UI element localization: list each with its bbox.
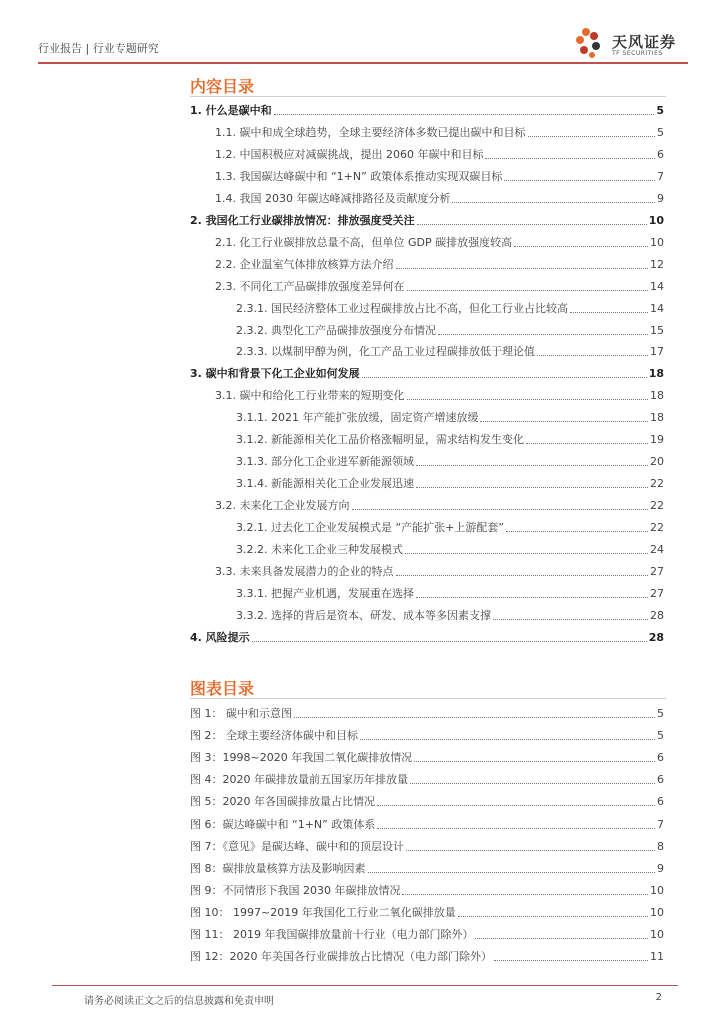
toc-entry[interactable] <box>236 407 664 425</box>
entry-text: 图 1： 碳中和示意图 <box>190 707 292 720</box>
entry-text: 3. 碳中和背景下化工企业如何发展 <box>190 367 360 381</box>
entry-page-number: 9 <box>657 861 664 875</box>
entry-text: 3.3.1. 把握产业机遇，发展重在选择 <box>236 586 414 600</box>
dot-leader <box>402 894 648 895</box>
dot-leader <box>506 531 648 532</box>
figure-entry[interactable] <box>190 703 664 721</box>
logo-english-name: TF SECURITIES <box>612 50 663 57</box>
toc-entry[interactable] <box>215 188 664 206</box>
entry-page-number: 5 <box>656 104 664 117</box>
entry-text: 3.3. 未来具备发展潜力的企业的特点 <box>215 564 394 578</box>
entry-page-number: 10 <box>648 213 664 227</box>
entry-text: 图 8：碳排放量核算方法及影响因素 <box>190 861 366 875</box>
entry-page-number: 18 <box>650 389 664 403</box>
entry-page-number: 22 <box>650 521 664 535</box>
toc-entry[interactable] <box>190 627 664 645</box>
toc-entry[interactable] <box>236 298 664 316</box>
entry-page-number: 8 <box>657 839 664 853</box>
figure-entry[interactable] <box>190 769 664 787</box>
toc-entry[interactable] <box>215 561 664 579</box>
entry-text: 3.1.1. 2021 年产能扩张放缓，固定资产增速放缓 <box>236 411 479 425</box>
figure-entry[interactable] <box>190 836 664 854</box>
entry-text: 图 7：《意见》是碳达峰、碳中和的顶层设计 <box>190 839 404 853</box>
header-divider <box>38 62 688 64</box>
dot-leader <box>414 761 655 762</box>
dot-leader <box>438 334 648 335</box>
dot-leader <box>458 916 648 917</box>
entry-text: 图 6：碳达峰碳中和 “1+N” 政策体系 <box>190 817 376 831</box>
figure-entry[interactable] <box>190 924 664 942</box>
entry-text: 1.2. 中国积极应对减碳挑战，提出 2060 年碳中和目标 <box>215 147 484 161</box>
figure-entry[interactable] <box>190 791 664 809</box>
dot-leader <box>493 619 648 620</box>
entry-page-number: 27 <box>650 586 664 600</box>
entry-text: 1.1. 碳中和成全球趋势，全球主要经济体多数已提出碳中和目标 <box>215 125 526 139</box>
dot-leader <box>485 158 655 159</box>
disclaimer-text: 请务必阅读正文之后的信息披露和免责申明 <box>84 996 274 1007</box>
figure-entry[interactable] <box>190 946 664 964</box>
toc-entry[interactable] <box>215 276 664 294</box>
dot-leader <box>514 246 648 247</box>
entry-text: 图 4：2020 年碳排放量前五国家历年排放量 <box>190 773 408 787</box>
dot-leader <box>475 938 648 939</box>
toc-entry[interactable] <box>215 122 664 140</box>
toc-title: 内容目录 <box>190 77 255 96</box>
toc-entry[interactable] <box>236 429 664 447</box>
entry-page-number: 7 <box>657 817 664 831</box>
dot-leader <box>410 783 655 784</box>
dot-leader <box>252 641 647 642</box>
toc-entry[interactable] <box>215 166 664 184</box>
toc-entry[interactable] <box>236 320 664 338</box>
toc-entry[interactable] <box>236 341 664 359</box>
entry-page-number: 5 <box>657 707 664 720</box>
dot-leader <box>294 717 655 718</box>
entry-page-number: 28 <box>650 608 664 622</box>
dot-leader <box>528 136 656 137</box>
entry-page-number: 14 <box>650 279 664 293</box>
entry-text: 1.4. 我国 2030 年碳达峰减排路径及贡献度分析 <box>215 191 451 205</box>
entry-page-number: 6 <box>657 795 664 809</box>
dot-leader <box>416 487 648 488</box>
dot-leader <box>377 828 655 829</box>
dot-leader <box>406 850 655 851</box>
dot-leader <box>416 597 648 598</box>
toc-entry[interactable] <box>236 451 664 469</box>
toc-entry[interactable] <box>236 473 664 491</box>
entry-page-number: 27 <box>650 564 664 578</box>
dot-leader <box>368 872 656 873</box>
entry-page-number: 10 <box>650 883 664 897</box>
entry-page-number: 17 <box>650 345 664 359</box>
dot-leader <box>416 465 648 466</box>
dot-leader <box>537 355 648 356</box>
figures-title-rule <box>190 698 666 699</box>
dot-leader <box>407 399 649 400</box>
entry-text: 图 2： 全球主要经济体碳中和目标 <box>190 729 358 743</box>
dot-leader <box>360 739 655 740</box>
dot-leader <box>417 224 647 225</box>
entry-text: 2.3.1. 国民经济整体工业过程碳排放占比不高，但化工行业占比较高 <box>236 301 568 315</box>
entry-text: 3.2.2. 未来化工企业三种发展模式 <box>236 543 403 556</box>
entry-page-number: 5 <box>657 125 664 139</box>
entry-page-number: 19 <box>650 433 664 447</box>
toc-entry[interactable] <box>190 363 664 381</box>
figure-entry[interactable] <box>190 747 664 765</box>
dot-leader <box>274 114 655 115</box>
entry-page-number: 6 <box>657 751 664 765</box>
entry-text: 3.2. 未来化工企业发展方向 <box>215 499 350 513</box>
entry-text: 图 5：2020 年各国碳排放量占比情况 <box>190 795 375 809</box>
dot-leader <box>396 575 649 576</box>
entry-page-number: 22 <box>650 499 664 513</box>
toc-entry[interactable] <box>190 210 664 228</box>
entry-text: 图 9：不同情形下我国 2030 年碳排放情况 <box>190 883 401 897</box>
dot-leader <box>452 202 655 203</box>
dot-leader <box>494 960 648 961</box>
entry-text: 3.1.3. 部分化工企业进军新能源领域 <box>236 455 414 469</box>
entry-page-number: 18 <box>650 411 664 425</box>
entry-page-number: 12 <box>650 257 664 271</box>
entry-page-number: 28 <box>648 630 664 644</box>
entry-page-number: 6 <box>657 147 664 161</box>
entry-page-number: 24 <box>650 543 664 556</box>
entry-text: 2.3.3. 以煤制甲醇为例，化工产品工业过程碳排放低于理论值 <box>236 345 535 359</box>
report-type-label: 行业报告 | 行业专题研究 <box>38 42 159 55</box>
entry-text: 3.1.2. 新能源相关化工品价格涨幅明显，需求结构发生变化 <box>236 433 524 447</box>
toc-entry[interactable] <box>215 385 664 403</box>
entry-text: 1. 什么是碳中和 <box>190 104 272 117</box>
dot-leader <box>526 443 648 444</box>
figure-entry[interactable] <box>190 725 664 743</box>
dot-leader <box>362 377 647 378</box>
dot-leader <box>480 421 648 422</box>
entry-page-number: 10 <box>650 928 664 941</box>
entry-text: 图 11： 2019 年我国碳排放量前十行业（电力部门除外） <box>190 928 474 941</box>
figure-entry[interactable] <box>190 880 664 898</box>
toc-title-rule <box>190 96 666 97</box>
page-number: 2 <box>655 992 662 1003</box>
entry-page-number: 14 <box>650 301 664 315</box>
logo-name: 天风证券 <box>612 33 677 51</box>
entry-page-number: 11 <box>650 950 664 964</box>
entry-text: 2.3.2. 典型化工产品碳排放强度分布情况 <box>236 323 436 337</box>
entry-text: 图 10： 1997~2019 年我国化工行业二氧化碳排放量 <box>190 905 456 919</box>
toc-entry[interactable] <box>236 605 664 623</box>
logo-mark <box>576 28 600 58</box>
footer-divider <box>52 985 678 986</box>
entry-page-number: 10 <box>650 905 664 919</box>
figure-entry[interactable] <box>190 858 664 876</box>
toc-entry[interactable] <box>236 583 664 601</box>
figure-entry[interactable] <box>190 814 664 832</box>
entry-text: 3.3.2. 选择的背后是资本、研发、成本等多因素支撑 <box>236 608 491 622</box>
entry-page-number: 15 <box>650 323 664 337</box>
entry-page-number: 6 <box>657 773 664 787</box>
entry-text: 图 12：2020 年美国各行业碳排放占比情况（电力部门除外） <box>190 950 492 964</box>
toc-entry[interactable] <box>215 495 664 513</box>
dot-leader <box>504 180 655 181</box>
toc-entry[interactable] <box>215 254 664 272</box>
entry-text: 1.3. 我国碳达峰碳中和 “1+N” 政策体系推动实现双碳目标 <box>215 169 503 183</box>
dot-leader <box>570 312 648 313</box>
entry-text: 2.1. 化工行业碳排放总量不高，但单位 GDP 碳排放强度较高 <box>215 235 513 249</box>
entry-page-number: 10 <box>650 235 664 249</box>
dot-leader <box>377 805 655 806</box>
toc-entry[interactable] <box>215 144 664 162</box>
toc-entry[interactable] <box>215 232 664 250</box>
entry-page-number: 5 <box>657 729 664 743</box>
entry-page-number: 18 <box>648 367 664 381</box>
entry-text: 2.2. 企业温室气体排放核算方法介绍 <box>215 257 394 271</box>
entry-text: 4. 风险提示 <box>190 630 250 644</box>
dot-leader <box>405 553 648 554</box>
figure-entry[interactable] <box>190 902 664 920</box>
entry-text: 2. 我国化工行业碳排放情况：排放强度受关注 <box>190 213 415 227</box>
dot-leader <box>352 509 649 510</box>
dot-leader <box>407 290 649 291</box>
entry-text: 3.1.4. 新能源相关化工企业发展迅速 <box>236 477 414 491</box>
entry-text: 图 3：1998~2020 年我国二氧化碳排放情况 <box>190 751 413 765</box>
figures-title: 图表目录 <box>190 679 255 698</box>
entry-page-number: 9 <box>657 191 664 205</box>
toc-entry[interactable] <box>236 517 664 535</box>
toc-entry[interactable] <box>190 100 664 118</box>
entry-page-number: 7 <box>657 169 664 183</box>
entry-text: 3.1. 碳中和给化工行业带来的短期变化 <box>215 389 405 403</box>
dot-leader <box>396 268 649 269</box>
entry-text: 2.3. 不同化工产品碳排放强度差异何在 <box>215 279 405 293</box>
toc-entry[interactable] <box>236 539 664 557</box>
entry-text: 3.2.1. 过去化工企业发展模式是 “产能扩张+上游配套” <box>236 521 505 535</box>
entry-page-number: 22 <box>650 477 664 491</box>
entry-page-number: 20 <box>650 455 664 469</box>
